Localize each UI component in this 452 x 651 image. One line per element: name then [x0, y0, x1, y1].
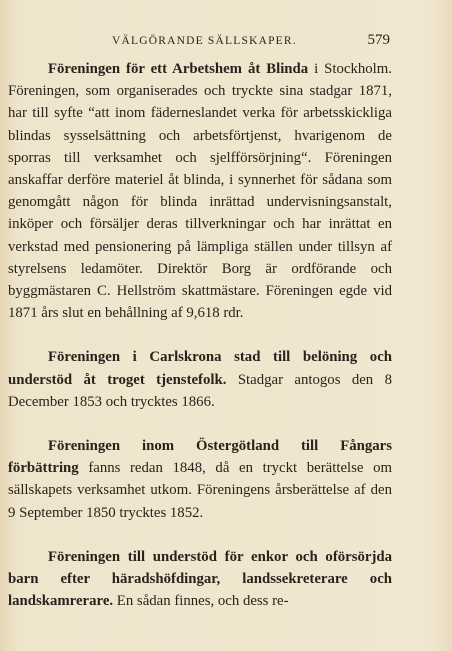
paragraph-heading: Föreningen i Carlskrona stad till belöning och understöd åt troget tjenstefolk. — [8, 349, 392, 388]
paragraph-carlskrona — [8, 346, 392, 413]
paragraph-heading: Föreningen inom Östergötland till Fångars förbättring — [8, 438, 392, 477]
page-header — [112, 32, 390, 49]
paragraph-ostergotland — [8, 435, 392, 524]
body-text — [8, 58, 392, 612]
paragraph-enkor — [8, 546, 392, 613]
paragraph-text: fanns redan 1848, då en tryckt berättelse om sällskapets verksamhet utkom. Föreningens årsberättelse af den 9 September 1850 trycktes 1852. — [8, 460, 392, 521]
running-title: VÄLGÖRANDE SÄLLSKAPER. — [112, 35, 297, 47]
paragraph-heading: Föreningen till understöd för enkor och oförsörjda barn efter häradshöfdingar, landssekreterare och landskamrerare. — [8, 548, 392, 610]
paragraph-blinda — [8, 58, 392, 324]
paragraph-heading: Föreningen för ett Arbetshem åt Blinda — [48, 61, 309, 77]
paragraph-text: En sådan finnes, och dess re- — [113, 593, 289, 610]
paragraph-text: i Stockholm. Föreningen, som organiserades och tryckte sina stadgar 1871, har till syfte “att inom fäderneslandet verka för arbetsskickliga blindas sysselsättning och arbetsförtjenst, hvarigenom de sporras till verksamhet och sjelfförsörjning“. Föreningen anskaffar derföre materiel åt blinda, i synnerhet för sådana som genomgått någon för blinda inrättad undervisningsanstalt, inköper och försäljer deras tillverkningar och har inrättat en verkstad med pensionering på lämpliga ställen under tillsyn af styrelsens ledamöter. Direktör Borg är ordförande och byggmästaren C. Hellström skattmästare. Föreningen egde vid 1871 års slut en behållning af 9,618 rdr. — [8, 61, 392, 322]
paragraph-text: Stadgar antogos den 8 December 1853 och trycktes 1866. — [8, 371, 392, 410]
page-number: 579 — [367, 32, 390, 48]
